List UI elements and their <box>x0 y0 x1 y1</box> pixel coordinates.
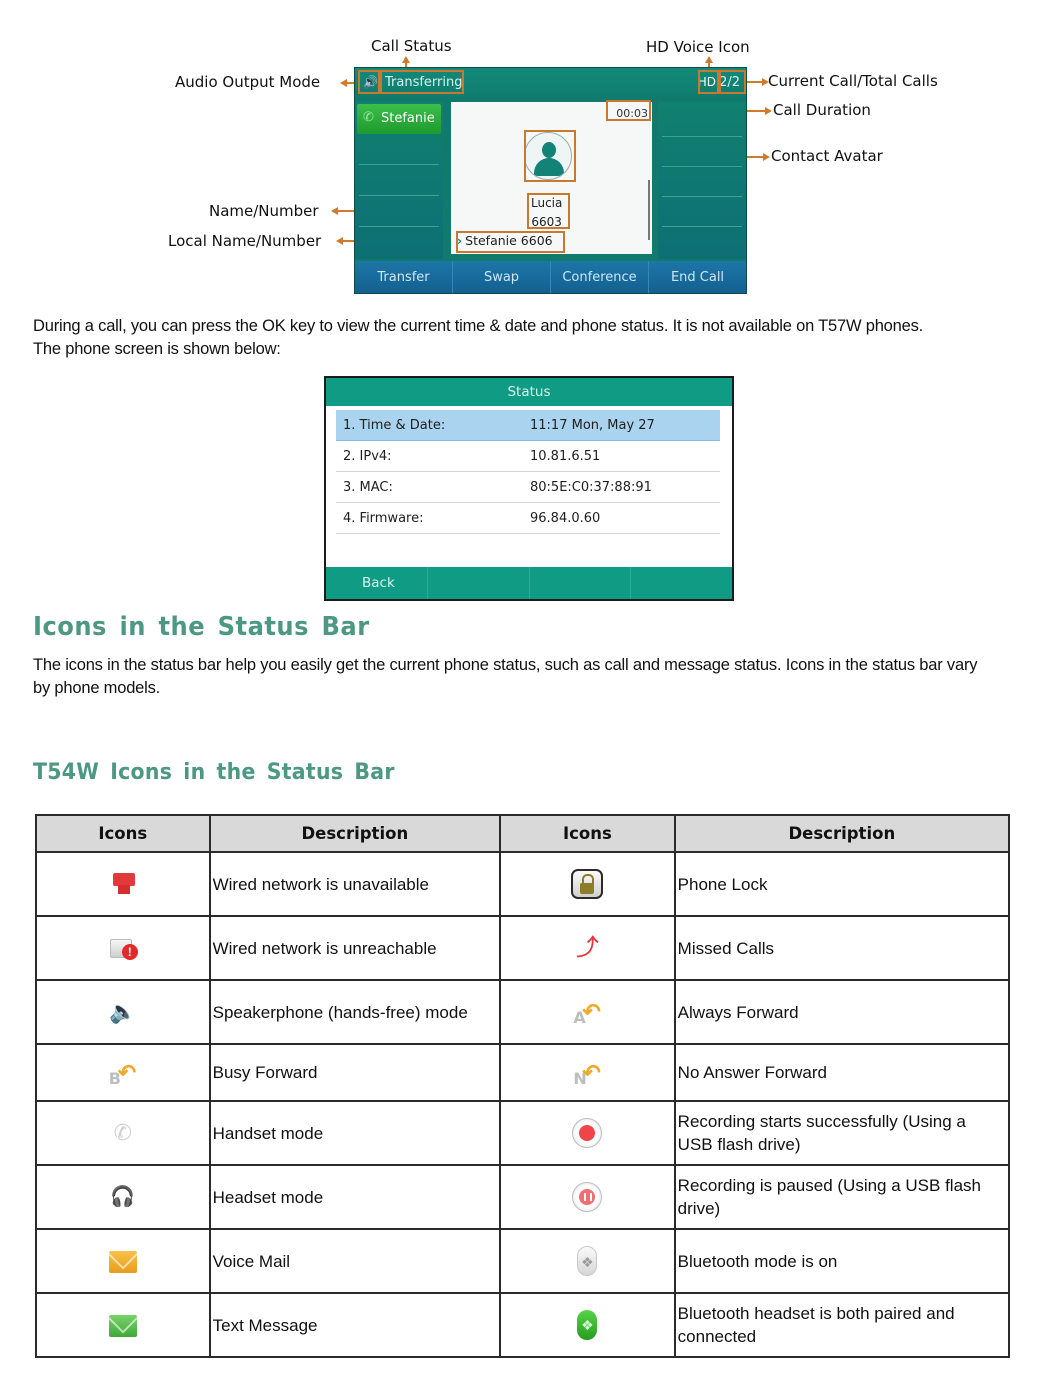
scrollbar[interactable] <box>648 180 650 240</box>
status-list <box>336 410 720 534</box>
softkey-end-call[interactable]: End Call <box>670 270 725 285</box>
description-cell: Bluetooth mode is on <box>675 1229 1009 1293</box>
header-description: Description <box>675 815 1009 852</box>
line-key-label: Stefanie <box>381 111 435 126</box>
annotation-call-status: Call Status <box>371 37 452 55</box>
table-row <box>36 980 1009 1044</box>
description-cell: Voice Mail <box>210 1229 500 1293</box>
highlight-name-number <box>527 193 570 229</box>
bluetooth-connected-icon: ❖ <box>577 1310 597 1340</box>
arrow-right-icon <box>765 107 772 115</box>
status-key: 2. IPv4: <box>343 449 392 464</box>
speakerphone-icon: 🔈 <box>109 999 137 1024</box>
line-keys-left <box>355 102 443 259</box>
highlight-duration <box>606 100 651 121</box>
annotation-hd-voice-icon: HD Voice Icon <box>646 38 750 56</box>
arrow-right-icon <box>763 153 770 161</box>
arrow-left-icon <box>331 207 338 215</box>
contact-number: 6603 <box>531 215 562 229</box>
table-header-row <box>36 815 1009 852</box>
description-cell: Busy Forward <box>210 1044 500 1101</box>
call-screen-figure <box>0 0 1041 300</box>
status-key: 1. Time & Date: <box>343 418 446 433</box>
bluetooth-on-icon: ❖ <box>577 1246 597 1276</box>
always-forward-icon: A ↶ <box>573 999 601 1027</box>
table-row <box>36 1229 1009 1293</box>
intro-paragraph: During a call, you can press the OK key to view the current time & date and phone status. It is not available on T57W phones. The phone screen is shown below: <box>33 317 924 358</box>
voice-mail-icon <box>109 1251 137 1273</box>
annotation-name-number: Name/Number <box>209 202 319 220</box>
description-cell: Bluetooth headset is both paired and connected <box>675 1293 1009 1357</box>
softkey-swap[interactable]: Swap <box>453 261 551 294</box>
description-cell: Always Forward <box>675 980 1009 1044</box>
headset-icon: 🎧 <box>110 1186 136 1208</box>
status-row-mac[interactable] <box>336 472 720 503</box>
hd-voice-icon: HD <box>697 75 716 89</box>
header-icons: Icons <box>36 815 210 852</box>
status-row-ipv4[interactable] <box>336 441 720 472</box>
softkey-empty-3[interactable] <box>530 567 632 599</box>
status-row-firmware[interactable] <box>336 503 720 534</box>
table-row <box>36 916 1009 980</box>
description-cell: Text Message <box>210 1293 500 1357</box>
description-cell: Recording starts successfully (Using a USB flash drive) <box>675 1101 1009 1165</box>
annotation-contact-avatar: Contact Avatar <box>771 147 883 165</box>
local-identity-text: Stefanie 6606 <box>465 233 553 248</box>
description-cell: Speakerphone (hands-free) mode <box>210 980 500 1044</box>
busy-forward-icon: B ↶ <box>108 1059 137 1088</box>
recording-paused-icon <box>572 1182 602 1212</box>
text-message-icon <box>109 1315 137 1337</box>
status-value: 11:17 Mon, May 27 <box>530 418 655 433</box>
divider <box>359 226 439 227</box>
header-description: Description <box>210 815 500 852</box>
divider <box>359 195 439 196</box>
highlight-hd <box>698 70 719 94</box>
table-row <box>36 852 1009 916</box>
wired-network-unreachable-icon <box>107 933 139 963</box>
softkey-conference[interactable]: Conference <box>551 261 649 294</box>
phone-handset-icon: ✆ <box>363 110 374 125</box>
softkey-transfer[interactable]: Transfer <box>355 261 453 294</box>
wired-network-unavailable-icon <box>107 869 139 899</box>
missed-calls-icon: ⤴ <box>576 935 599 960</box>
status-row-time-date[interactable] <box>336 410 720 441</box>
description-cell: Missed Calls <box>675 916 1009 980</box>
line-keys-right <box>658 102 747 259</box>
header-icons: Icons <box>500 815 675 852</box>
status-screen-title: Status <box>326 378 732 406</box>
table-row <box>36 1101 1009 1165</box>
no-answer-forward-icon: N ↶ <box>573 1059 601 1088</box>
table-row <box>36 1165 1009 1229</box>
contact-name: Lucia <box>531 196 563 210</box>
arrow-up-icon <box>402 56 410 63</box>
status-key: 3. MAC: <box>343 480 393 495</box>
annotation-audio-output-mode: Audio Output Mode <box>175 73 321 91</box>
divider <box>359 164 439 165</box>
section-title: Icons in the Status Bar <box>33 612 370 642</box>
connector-line <box>746 81 762 83</box>
arrow-up-icon <box>705 56 713 63</box>
highlight-local-identity <box>456 231 565 253</box>
chevron-right-icon: › <box>457 233 463 248</box>
description-cell: Wired network is unavailable <box>210 852 500 916</box>
table-row <box>36 1293 1009 1357</box>
arrow-left-icon <box>340 79 347 87</box>
softkey-empty-2[interactable] <box>428 567 530 599</box>
icons-table <box>35 814 1010 1358</box>
call-status-text: Transferring <box>385 75 463 90</box>
call-duration: 00:03 <box>616 107 648 120</box>
phone-status-screen <box>324 376 734 601</box>
table-row <box>36 1044 1009 1101</box>
description-cell: No Answer Forward <box>675 1044 1009 1101</box>
softkey-back[interactable]: Back <box>326 567 428 599</box>
arrow-left-icon <box>336 237 343 245</box>
section-body: The icons in the status bar help you easily get the current phone status, such as call and message status. Icons in the status bar vary by phone models. <box>33 656 978 697</box>
description-cell: Handset mode <box>210 1101 500 1165</box>
description-cell: Recording is paused (Using a USB flash drive) <box>675 1165 1009 1229</box>
description-cell: Phone Lock <box>675 852 1009 916</box>
divider <box>662 166 742 167</box>
highlight-audio-output <box>358 70 380 94</box>
status-key: 4. Firmware: <box>343 511 424 526</box>
annotation-call-duration: Call Duration <box>773 101 871 119</box>
divider <box>662 196 742 197</box>
call-count: 2/2 <box>719 75 740 90</box>
softkey-bar <box>355 261 746 294</box>
status-softkey-bar <box>326 567 732 599</box>
divider <box>662 136 742 137</box>
annotation-current-total-calls: Current Call/Total Calls <box>768 72 938 90</box>
status-value: 10.81.6.51 <box>530 449 601 464</box>
annotation-local-name-number: Local Name/Number <box>168 232 322 250</box>
highlight-call-status <box>380 70 464 94</box>
description-cell: Headset mode <box>210 1165 500 1229</box>
arrow-right-icon <box>762 78 769 86</box>
phone-lock-icon <box>571 869 603 899</box>
status-value: 96.84.0.60 <box>530 511 601 526</box>
highlight-call-count <box>719 70 746 94</box>
description-cell: Wired network is unreachable <box>210 916 500 980</box>
highlight-avatar <box>524 130 576 182</box>
line-key-stefanie[interactable] <box>357 104 441 134</box>
recording-icon <box>572 1118 602 1148</box>
speaker-icon: 🔊 <box>363 75 378 89</box>
status-value: 80:5E:C0:37:88:91 <box>530 480 652 495</box>
handset-icon: ✆ <box>113 1120 133 1145</box>
divider <box>662 226 742 227</box>
softkey-empty-4[interactable] <box>631 567 732 599</box>
section-subtitle: T54W Icons in the Status Bar <box>33 760 395 785</box>
